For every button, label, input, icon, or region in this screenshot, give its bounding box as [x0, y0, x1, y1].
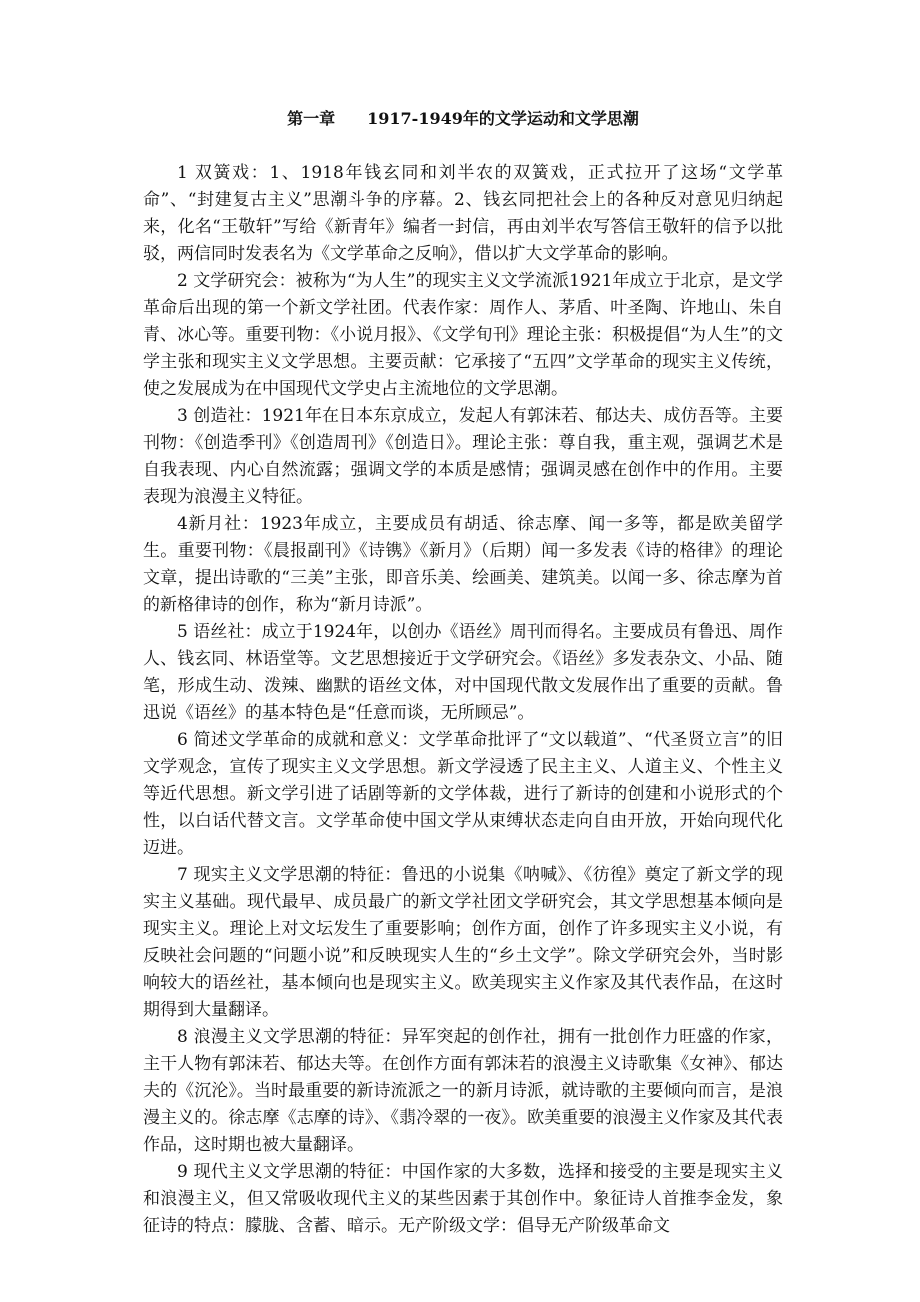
paragraph-6: 6 简述文学革命的成就和意义：文学革命批评了“文以载道”、“代圣贤立言”的旧文学观念，宣传了现实主义文学思想。新文学浸透了民主主义、人道主义、个性主义等近代思想。新文学引进了话剧等新的文学体裁，进行了新诗的创建和小说形式的个性，以白话代替文言。文学革命使中国文学从束缚状态走向自由开放，开始向现代化迈进。 — [143, 730, 783, 858]
paragraph-9: 9 现代主义文学思潮的特征：中国作家的大多数，选择和接受的主要是现实主义和浪漫主义，但又常吸收现代主义的某些因素于其创作中。象征诗人首推李金发，象征诗的特点：朦胧、含蓄、暗示。无产阶级文学：倡导无产阶级革命文 — [143, 1162, 783, 1236]
document-page — [143, 108, 783, 1240]
paragraph-1: 1 双簧戏：1、1918年钱玄同和刘半农的双簧戏，正式拉开了这场“文学革命”、“封建复古主义”思潮斗争的序幕。2、钱玄同把社会上的各种反对意见归纳起来，化名“王敬轩”写给《新青年》编者一封信，再由刘半农写答信王敬轩的信予以批驳，两信同时发表名为《文学革命之反响》，借以扩大文学革命的影响。 — [143, 163, 783, 264]
paragraph-3: 3 创造社：1921年在日本东京成立，发起人有郭沫若、郁达夫、成仿吾等。主要刊物：《创造季刊》《创造周刊》《创造日》。理论主张：尊自我，重主观，强调艺术是自我表现、内心自然流露；强调文学的本质是感情；强调灵感在创作中的作用。主要表现为浪漫主义特征。 — [143, 406, 783, 507]
chapter-title: 第一章 1917-1949年的文学运动和文学思潮 — [287, 109, 639, 128]
paragraph-2: 2 文学研究会：被称为“为人生”的现实主义文学流派1921年成立于北京，是文学革命后出现的第一个新文学社团。代表作家：周作人、茅盾、叶圣陶、许地山、朱自青、冰心等。重要刊物：《小说月报》、《文学旬刊》理论主张：积极提倡“为人生”的文学主张和现实主义文学思想。主要贡献：它承接了“五四”文学革命的现实主义传统，使之发展成为在中国现代文学史占主流地位的文学思潮。 — [143, 271, 783, 399]
paragraph-5: 5 语丝社：成立于1924年，以创办《语丝》周刊而得名。主要成员有鲁迅、周作人、钱玄同、林语堂等。文艺思想接近于文学研究会。《语丝》多发表杂文、小品、随笔，形成生动、泼辣、幽默的语丝文体，对中国现代散文发展作出了重要的贡献。鲁迅说《语丝》的基本特色是“任意而谈，无所顾忌”。 — [143, 622, 783, 723]
paragraph-8: 8 浪漫主义文学思潮的特征：异军突起的创作社，拥有一批创作力旺盛的作家，主干人物有郭沫若、郁达夫等。在创作方面有郭沫若的浪漫主义诗歌集《女神》、郁达夫的《沉沦》。当时最重要的新诗流派之一的新月诗派，就诗歌的主要倾向而言，是浪漫主义的。徐志摩《志摩的诗》、《翡冷翠的一夜》。欧美重要的浪漫主义作家及其代表作品，这时期也被大量翻译。 — [143, 1027, 783, 1155]
paragraph-7: 7 现实主义文学思潮的特征：鲁迅的小说集《呐喊》、《彷徨》奠定了新文学的现实主义基础。现代最早、成员最广的新文学社团文学研究会，其文学思想基本倾向是现实主义。理论上对文坛发生了重要影响；创作方面，创作了许多现实主义小说，有反映社会问题的“问题小说”和反映现实人生的“乡土文学”。除文学研究会外，当时影响较大的语丝社，基本倾向也是现实主义。欧美现实主义作家及其代表作品，在这时期得到大量翻译。 — [143, 865, 783, 1020]
paragraph-4: 4新月社：1923年成立，主要成员有胡适、徐志摩、闻一多等，都是欧美留学生。重要刊物：《晨报副刊》《诗镌》《新月》（后期）闻一多发表《诗的格律》的理论文章，提出诗歌的“三美”主张，即音乐美、绘画美、建筑美。以闻一多、徐志摩为首的新格律诗的创作，称为“新月诗派”。 — [143, 514, 783, 615]
